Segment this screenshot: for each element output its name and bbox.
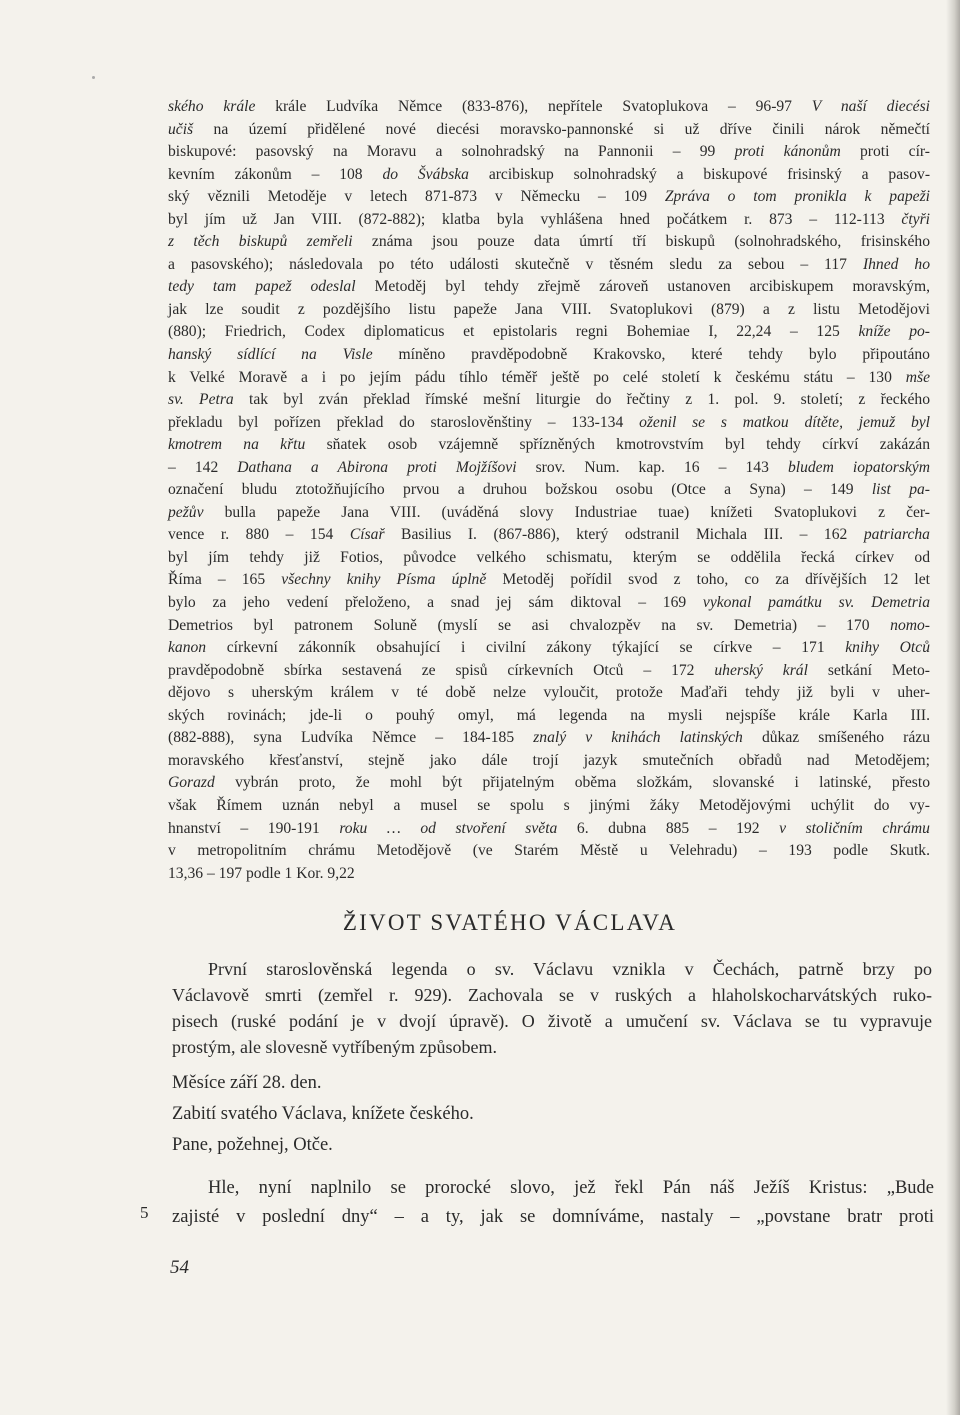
note-text: překladu byl pořízen překlad do staroslověnštiny – 133-134 (168, 413, 640, 431)
note-line (168, 772, 930, 795)
note-line (168, 615, 930, 638)
note-text: jak lze soudit z pozdějšího listu papeže Jana VIII. Svatoplukovi (879) a z listu Metodějovi (168, 300, 930, 318)
heading-line: Měsíce září 28. den. (172, 1073, 322, 1093)
note-text: biskupové: pasovský na Moravu a solnohradský na Pannonii – 99 (168, 143, 735, 161)
note-lemma: kníže po- (858, 323, 930, 341)
note-lemma: hanský sídlící na Visle (168, 346, 373, 364)
note-lemma: čtyři (901, 210, 930, 228)
note-text: k Velké Moravě a i po jejím pádu tíhlo téměř ještě po celé století k českému státu – 130 (168, 368, 906, 386)
note-text: vence r. 880 – 154 (168, 526, 350, 544)
note-line (168, 592, 930, 615)
note-line (168, 389, 930, 412)
note-lemma: uherský král (714, 661, 808, 679)
note-text: bylo za jeho vedení přeloženo, a snad jej sám diktoval – 169 (168, 594, 703, 612)
note-lemma: V naší diecési (811, 98, 930, 115)
note-text: Basilius I. (867-886), který odstranil Michala III. – 162 (384, 526, 864, 544)
note-lemma: vykonal památku sv. Demetria (702, 594, 931, 612)
note-lemma: pežův (168, 503, 204, 521)
note-line (168, 457, 930, 480)
note-text: tak byl zván překlad římské mešní liturgie do řečtiny z 1. pol. 9. století; z řeckého (233, 391, 930, 409)
legend-heading (172, 1068, 872, 1161)
note-line (168, 547, 930, 570)
note-line (168, 412, 930, 435)
note-text: Metoděj byl tehdy zřejmě zároveň ustanoven arcibiskupem moravským, (355, 278, 930, 296)
note-text: dějovo s uherským králem v té době nelze vyloučit, protože Maďaři tehdy již byli v uher- (168, 684, 930, 702)
note-lemma: ského krále (168, 98, 256, 115)
line-number: 5 (140, 1203, 149, 1222)
note-line (168, 682, 930, 705)
note-lemma: oženil se s matkou dítěte, jemuž byl (639, 413, 930, 431)
note-line (168, 705, 930, 728)
note-lemma: mše (905, 368, 930, 386)
note-text: 6. dubna 885 – 192 (557, 819, 780, 837)
note-lemma: list pa- (871, 481, 930, 499)
intro-line: prostým, ale slovesně vytříbeným způsobem. (172, 1037, 497, 1057)
legend-text (172, 1174, 934, 1232)
note-line (168, 863, 930, 886)
note-text: – 142 (168, 458, 238, 476)
note-line (168, 321, 930, 344)
note-text: (882-888), syna Ludvíka Němce – 184-185 (168, 729, 534, 747)
note-line (168, 209, 930, 232)
note-line (168, 96, 930, 119)
note-text: moravského křesťanství, stejně jako dále trojí jazyk smutečních obřadů nad Metodějem; (168, 751, 930, 769)
note-lemma: kanon (168, 639, 207, 657)
note-lemma: tedy tam papež odeslal (168, 278, 356, 296)
body-line: Hle, nyní naplnilo se prorocké slovo, jež řekl Pán náš Ježíš Kristus: „Bude (208, 1178, 934, 1198)
note-line (168, 367, 930, 390)
page-edge-shadow (946, 0, 960, 1415)
note-line (168, 840, 930, 863)
note-line (168, 502, 930, 525)
note-lemma: z těch biskupů zemřeli (168, 233, 353, 251)
note-line (168, 164, 930, 187)
heading-line: Zabití svatého Václava, knížete českého. (172, 1104, 474, 1124)
note-lemma: knihy Otců (845, 639, 930, 657)
note-text: arcibiskup solnohradský a biskupové frisinský a pasov- (468, 165, 931, 183)
note-line (168, 231, 930, 254)
note-text: označení bludu ztotožňujícího prvou a druhou božskou osobu (Otce a Syna) – 149 (168, 481, 872, 499)
note-text: v metropolitním chrámu Metodějově (ve Starém Městě u Velehradu) – 193 podle Skutk. (168, 842, 930, 860)
note-line (168, 276, 930, 299)
note-lemma: kmotrem na křtu (168, 436, 306, 454)
intro-line: pisech (ruské podání je v dvojí úpravě). O životě a umučení sv. Václava se tu vypravuje (172, 1011, 932, 1031)
note-line (168, 818, 930, 841)
note-text: známa jsou pouze data úmrtí tří biskupů (solnohradského, frisinského (352, 233, 930, 251)
note-text: Metoděj pořídil svod z toho, co za dřívějších 12 let (486, 571, 930, 589)
note-text: ských rovinách; jde-li o pouhý omyl, má legenda na mysli nejspíše krále Karla III. (168, 706, 930, 724)
note-text: krále Ludvíka Němce (833-876), nepřítele Svatoplukova – 96-97 (255, 98, 812, 115)
note-text: (880); Friedrich, Codex diplomaticus et epistolaris regni Bohemiae I, 22,24 – 125 (168, 323, 859, 341)
heading-line: Pane, požehnej, Otče. (172, 1135, 333, 1155)
note-lemma: Gorazd (168, 774, 215, 792)
note-lemma: učiš (168, 120, 194, 138)
note-lemma: bludem iopatorským (787, 458, 930, 476)
note-lemma: Dathana a Abirona proti Mojžíšovi (237, 458, 517, 476)
intro-line: První staroslověnská legenda o sv. Václavu vznikla v Čechách, patrně brzy po (208, 959, 932, 979)
note-line (168, 479, 930, 502)
note-text: kevním zákonům – 108 (168, 165, 383, 183)
note-text: hnanství – 190-191 (168, 819, 340, 837)
note-line (168, 434, 930, 457)
note-text: srov. Num. kap. 16 – 143 (516, 458, 788, 476)
note-text: byl jím už Jan VIII. (872-882); klatba byla vyhlášena hned počátkem r. 873 – 112-113 (168, 210, 902, 228)
note-lemma: do Švábska (382, 165, 469, 183)
note-text: Demetrios byl patronem Soluně (myslí se asi chvalozpěv na sv. Demetria) – 170 (168, 616, 891, 634)
note-line (168, 186, 930, 209)
note-text: na území přidělené nové diecési moravsko-pannonské si už dříve činili nárok němečtí (193, 120, 930, 138)
note-text: byl jím tehdy již Fotios, původce velkého schismatu, kterým se oddělila řecká církev od (168, 548, 930, 566)
note-text: důkaz smíšeného rázu (742, 729, 930, 747)
note-line (168, 727, 930, 750)
note-text: církevní zákonník obsahující i civilní zákony týkající se církve – 171 (206, 639, 846, 657)
note-lemma: Zpráva o tom pronikla k papeži (664, 188, 930, 206)
note-lemma: nomo- (890, 616, 930, 634)
note-line (168, 299, 930, 322)
note-text: setkání Meto- (807, 661, 930, 679)
note-line (168, 569, 930, 592)
note-line (168, 660, 930, 683)
note-text: sňatek osob vzájemně spřízněných kmotrovstvím byl tehdy církví zakázán (305, 436, 930, 454)
note-lemma: roku … od stvoření světa (339, 819, 558, 837)
note-text: proti cír- (840, 143, 930, 161)
note-line (168, 254, 930, 277)
intro-paragraph (172, 956, 932, 1060)
note-lemma: proti kánonům (734, 143, 841, 161)
note-text: 13,36 – 197 podle 1 Kor. 9,22 (168, 864, 355, 882)
note-line (168, 524, 930, 547)
note-line (168, 637, 930, 660)
note-line (168, 344, 930, 367)
note-lemma: všechny knihy Písma úplně (281, 571, 487, 589)
note-text: Říma – 165 (168, 571, 282, 589)
note-text: pravděpodobně sbírka sestavená ze spisů církevních Otců – 172 (168, 661, 715, 679)
chapter-title: ŽIVOT SVATÉHO VÁCLAVA (342, 910, 678, 935)
note-text: však Římem uznán nebyl a musel se spolu s jinými žáky Metodějovými uchýlit do vy- (168, 796, 930, 814)
note-lemma: patriarcha (863, 526, 930, 544)
body-line: zajisté v poslední dny“ – a ty, jak se domníváme, nastaly – „povstane bratr proti (172, 1207, 934, 1227)
note-lemma: v stoličním chrámu (779, 819, 930, 837)
paper-speck (92, 76, 95, 79)
page-number: 54 (170, 1257, 189, 1278)
note-text: a pasovského); následovala po této události skutečně v těsném sledu za sebou – 117 (168, 255, 863, 273)
note-lemma: sv. Petra (168, 391, 234, 409)
intro-line: Václavově smrti (zemřel r. 929). Zachovala se v ruských a hlaholskocharvátských ruko- (172, 985, 932, 1005)
note-line (168, 141, 930, 164)
commentary-notes (168, 96, 930, 885)
note-lemma: Ihned ho (862, 255, 931, 273)
note-line (168, 750, 930, 773)
note-text: míněno pravděpodobně Krakovsko, které tehdy bylo připoutáno (372, 346, 930, 364)
note-text: ský věznili Metoděje v letech 871-873 v Německu – 109 (168, 188, 665, 206)
note-lemma: znalý v knihách latinských (533, 729, 743, 747)
note-text: vybrán proto, že mohl být přijatelným oběma složkám, slovanské i latinské, přesto (214, 774, 930, 792)
note-line (168, 119, 930, 142)
note-lemma: Císař (349, 526, 385, 544)
note-text: bulla papeže Jana VIII. (uváděná slovy Industriae tuae) knížeti Svatoplukovi z čer- (203, 503, 930, 521)
note-line (168, 795, 930, 818)
